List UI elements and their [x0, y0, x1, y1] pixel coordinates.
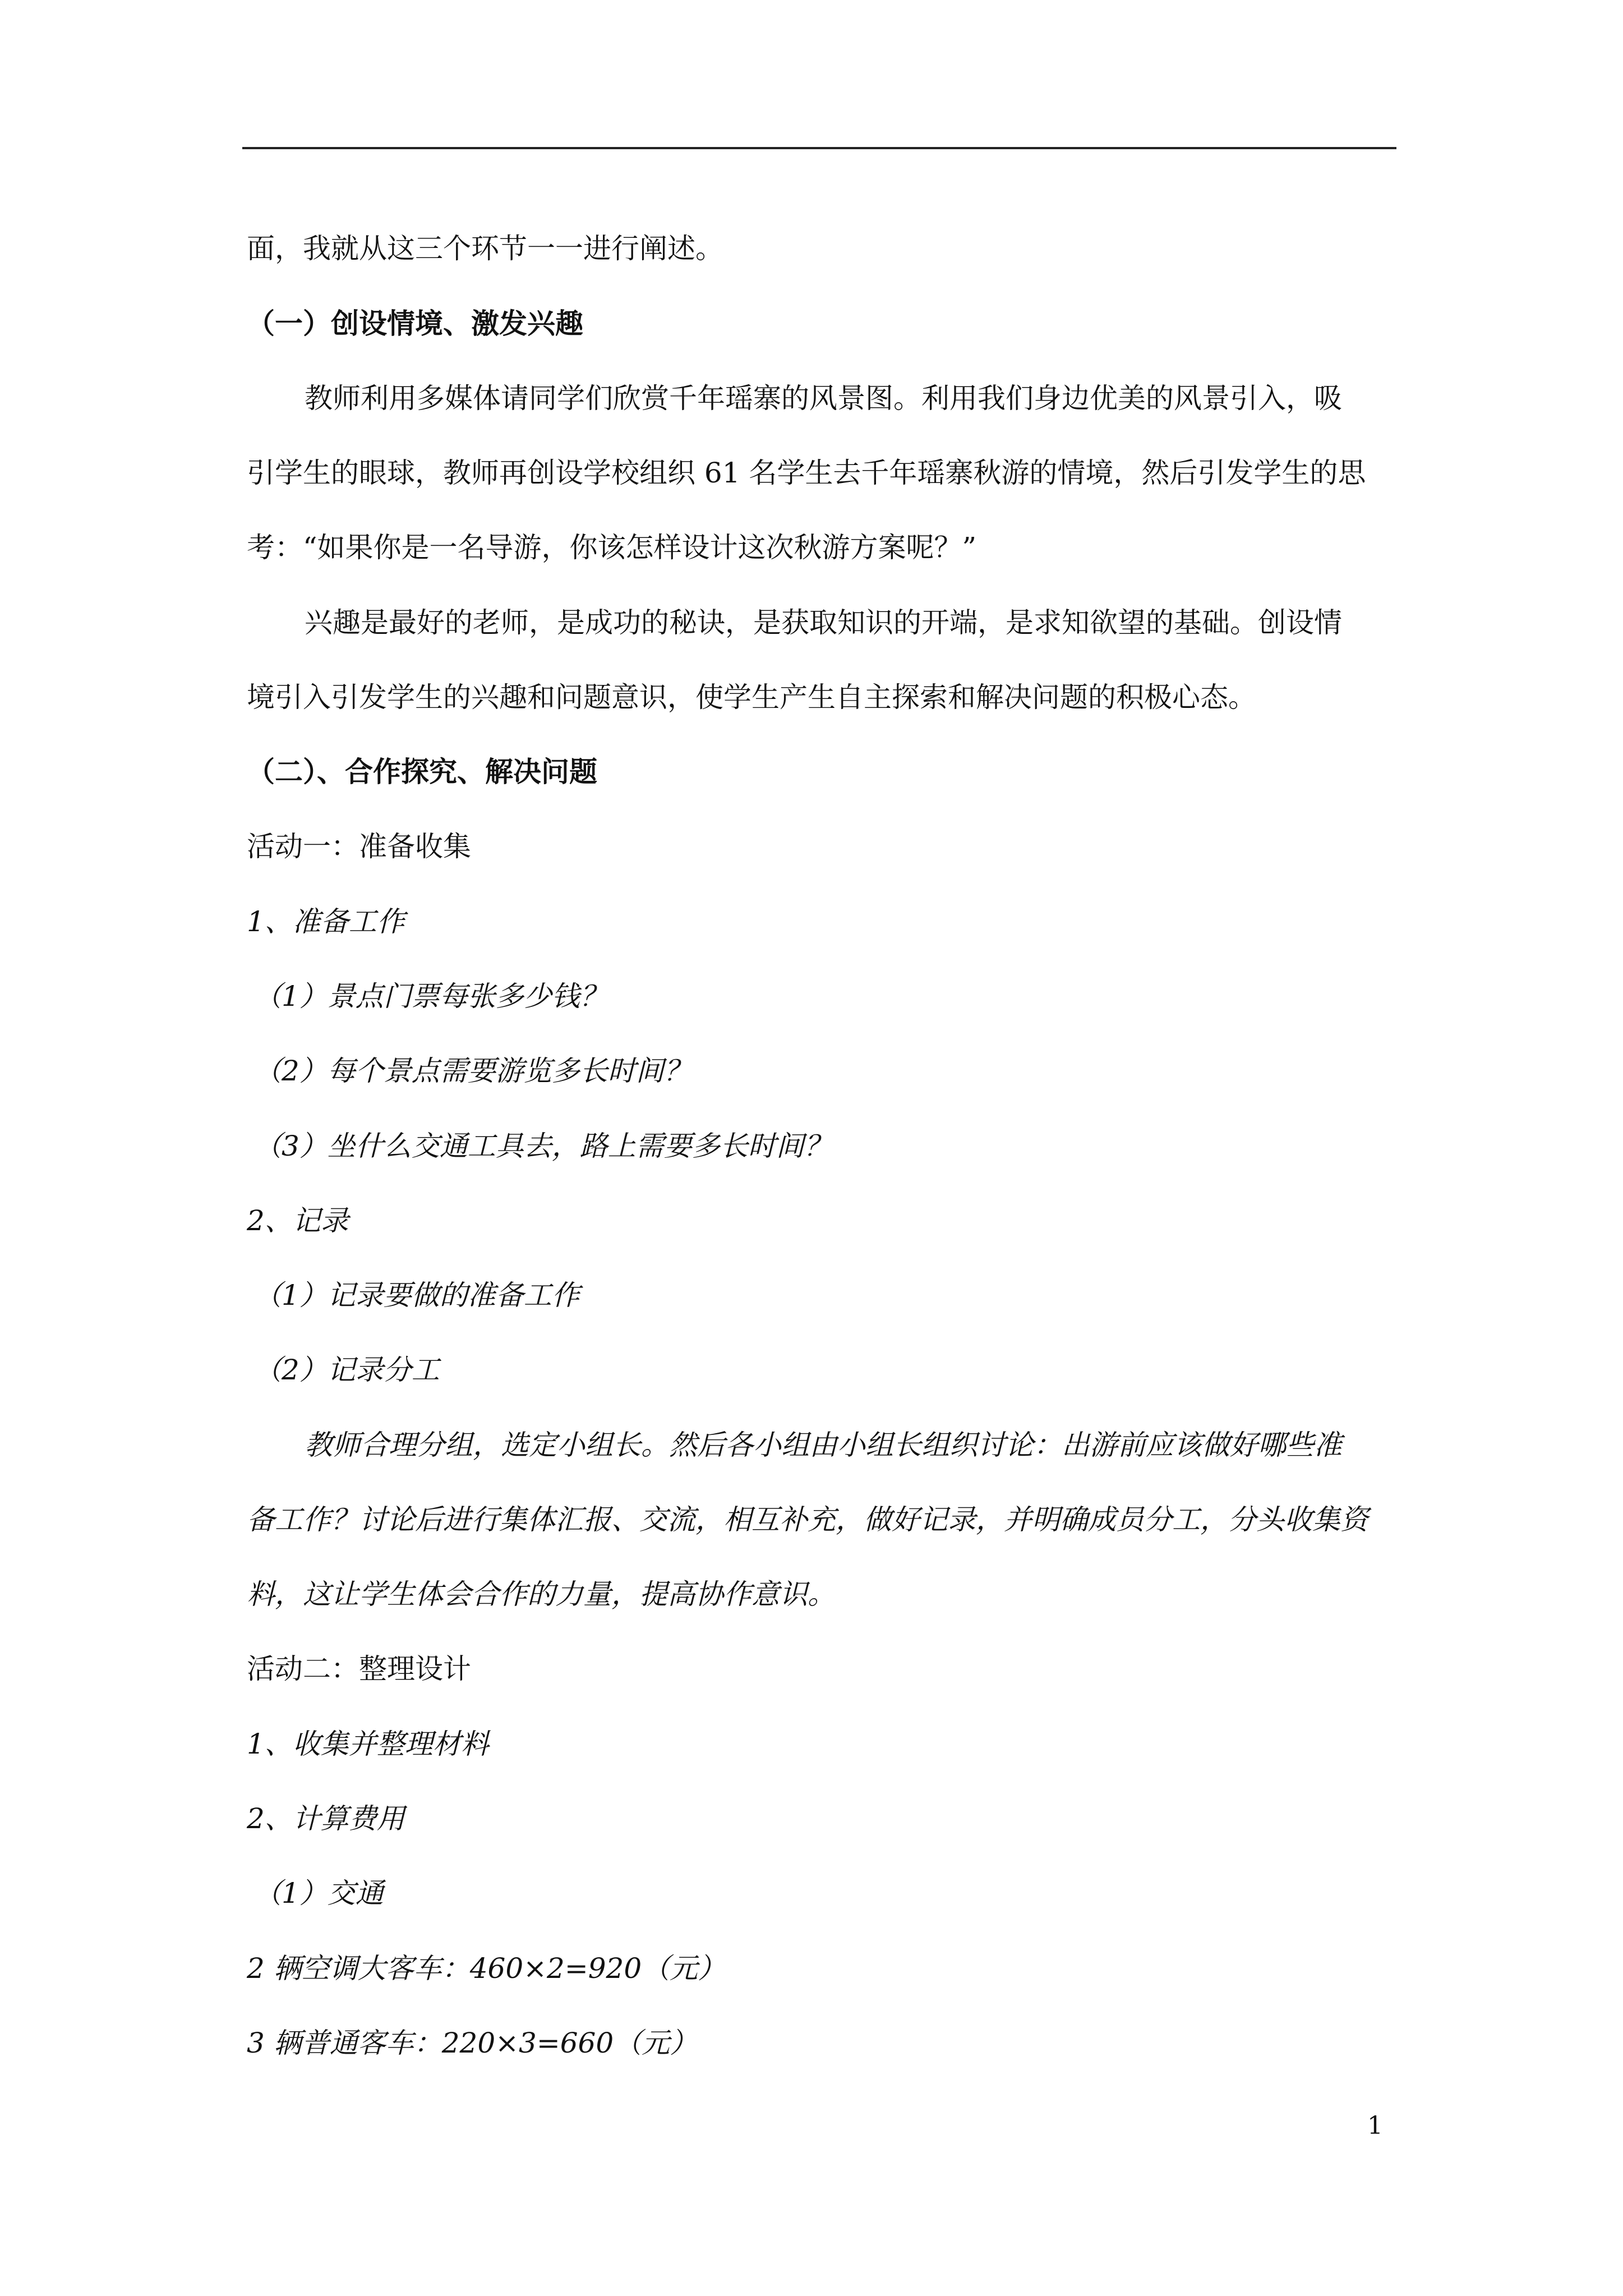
activity-heading: 活动二：整理设计 [247, 1653, 471, 1685]
list-item: 2、计算费用 [247, 1802, 405, 1835]
paragraph-line: 教师合理分组，选定小组长。然后各小组由小组长组织讨论：出游前应该做好哪些准 [305, 1429, 1342, 1461]
paragraph-line: 教师利用多媒体请同学们欣赏千年瑶寨的风景图。利用我们身边优美的风景引入，吸 [305, 382, 1342, 415]
list-item: （2）记录分工 [253, 1354, 440, 1386]
list-item: （1）交通 [253, 1877, 384, 1910]
list-item: 2、记录 [247, 1204, 349, 1237]
list-item: （2）每个景点需要游览多长时间？ [253, 1055, 692, 1087]
calculation-line: 2 辆空调大客车：460×2=920（元） [247, 1952, 726, 1985]
paragraph-line: 境引入引发学生的兴趣和问题意识，使学生产生自主探索和解决问题的积极心态。 [247, 681, 1256, 714]
paragraph-line: 备工作？讨论后进行集体汇报、交流，相互补充，做好记录，并明确成员分工，分头收集资 [247, 1503, 1368, 1536]
activity-heading: 活动一：准备收集 [247, 830, 471, 863]
list-item: （1）景点门票每张多少钱？ [253, 980, 608, 1013]
paragraph-line: 面，我就从这三个环节一一进行阐述。 [247, 232, 723, 265]
list-item: 1、准备工作 [247, 905, 405, 938]
page-number: 1 [1367, 2111, 1383, 2140]
paragraph-line: 考：“如果你是一名导游，你该怎样设计这次秋游方案呢？” [247, 531, 977, 564]
header-rule [242, 147, 1396, 149]
paragraph-line: 引学生的眼球，教师再创设学校组织 61 名学生去千年瑶寨秋游的情境，然后引发学生的思 [247, 457, 1366, 489]
list-item: （3）坐什么交通工具去，路上需要多长时间？ [253, 1130, 832, 1162]
section-heading: （一）创设情境、激发兴趣 [247, 307, 583, 340]
list-item: （1）记录要做的准备工作 [253, 1279, 580, 1312]
paragraph-line: 兴趣是最好的老师，是成功的秘诀，是获取知识的开端，是求知欲望的基础。创设情 [305, 606, 1342, 639]
paragraph-line: 料，这让学生体会合作的力量，提高协作意识。 [247, 1578, 836, 1611]
section-heading: （二）、合作探究、解决问题 [247, 755, 597, 788]
list-item: 1、收集并整理材料 [247, 1728, 489, 1760]
calculation-line: 3 辆普通客车：220×3=660（元） [247, 2027, 698, 2059]
